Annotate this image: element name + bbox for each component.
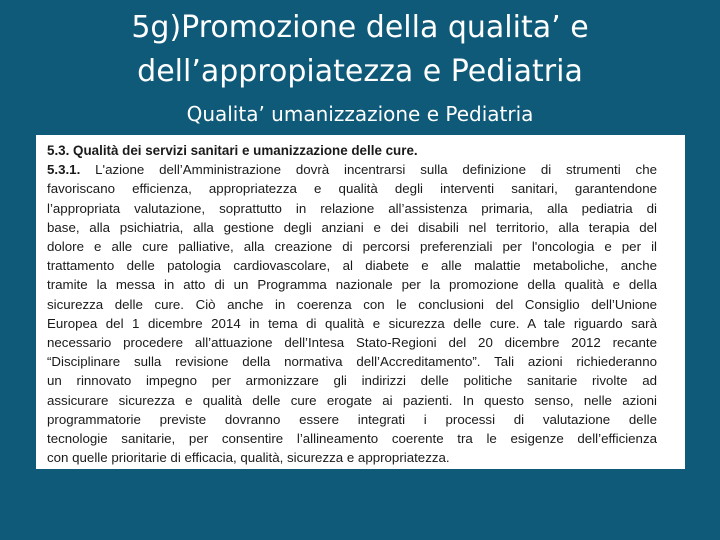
slide-subtitle: Qualita’ umanizzazione e Pediatria — [186, 102, 534, 126]
paragraph-line-text: L'azione dell’Amministrazione dovrà incentrarsi sulla definizione di strumenti che — [95, 162, 657, 178]
paragraph-line: tramite la messa in atto di un Programma nazionale per la promozione della qualità e della — [47, 277, 657, 293]
slide-title-line-2: dell’appropiatezza e Pediatria — [137, 54, 583, 89]
paragraph-line: assicurare sicurezza e qualità delle cure erogate ai pazienti. In questo senso, nelle azioni — [47, 392, 657, 408]
paragraph-line: tecnologie sanitarie, per consentire l’allineamento coerente tra le esigenze dell’efficienza — [47, 431, 657, 447]
slide-title-line-1: 5g)Promozione della qualita’ e — [131, 10, 589, 45]
section-heading: 5.3. Qualità dei servizi sanitari e umanizzazione delle cure. — [47, 143, 418, 158]
paragraph-line: base, alla psichiatria, alla gestione degli anziani e dei disabili nel territorio, alla terapia del — [47, 219, 657, 235]
slide-title — [0, 6, 720, 94]
paragraph-line: programmatorie previste dovranno essere integrati i processi di valutazione delle — [47, 411, 657, 427]
paragraph-line — [47, 160, 657, 179]
section-number: 5.3.1. — [47, 162, 81, 178]
paragraph-line: favoriscano efficienza, appropriatezza e qualità degli interventi sanitari, garantendone — [47, 181, 657, 197]
paragraph-line: l’appropriata valutazione, soprattutto in relazione all’assistenza primaria, alla pediatria di — [47, 200, 657, 216]
paragraph-line: Europea del 1 dicembre 2014 in tema di qualità e sicurezza delle cure. A tale riguardo sarà — [47, 315, 657, 331]
paragraph-line: con quelle prioritarie di efficacia, qualità, sicurezza e appropriatezza. — [47, 450, 450, 466]
paragraph-line: un rinnovato impegno per armonizzare gli indirizzi delle politiche sanitarie rivolte ad — [47, 373, 657, 389]
paragraph-line: sicurezza delle cure. Ciò anche in coerenza con le conclusioni del Consiglio dell’Unione — [47, 296, 657, 312]
document-excerpt — [36, 135, 685, 469]
section-paragraph — [47, 160, 657, 467]
paragraph-line: “Disciplinare sulla revisione della normativa dell’Accreditamento”. Tali azioni richiederanno — [47, 354, 657, 370]
paragraph-line: dolore e alle cure palliative, alla creazione di percorsi preferenziali per l'oncologia e per il — [47, 239, 657, 255]
paragraph-line: necessario procedere all’attuazione dell’Intesa Stato-Regioni del 20 dicembre 2012 recante — [47, 335, 657, 351]
paragraph-line: trattamento delle patologia cardiovascolare, al diabete e alle malattie metaboliche, anche — [47, 258, 657, 274]
